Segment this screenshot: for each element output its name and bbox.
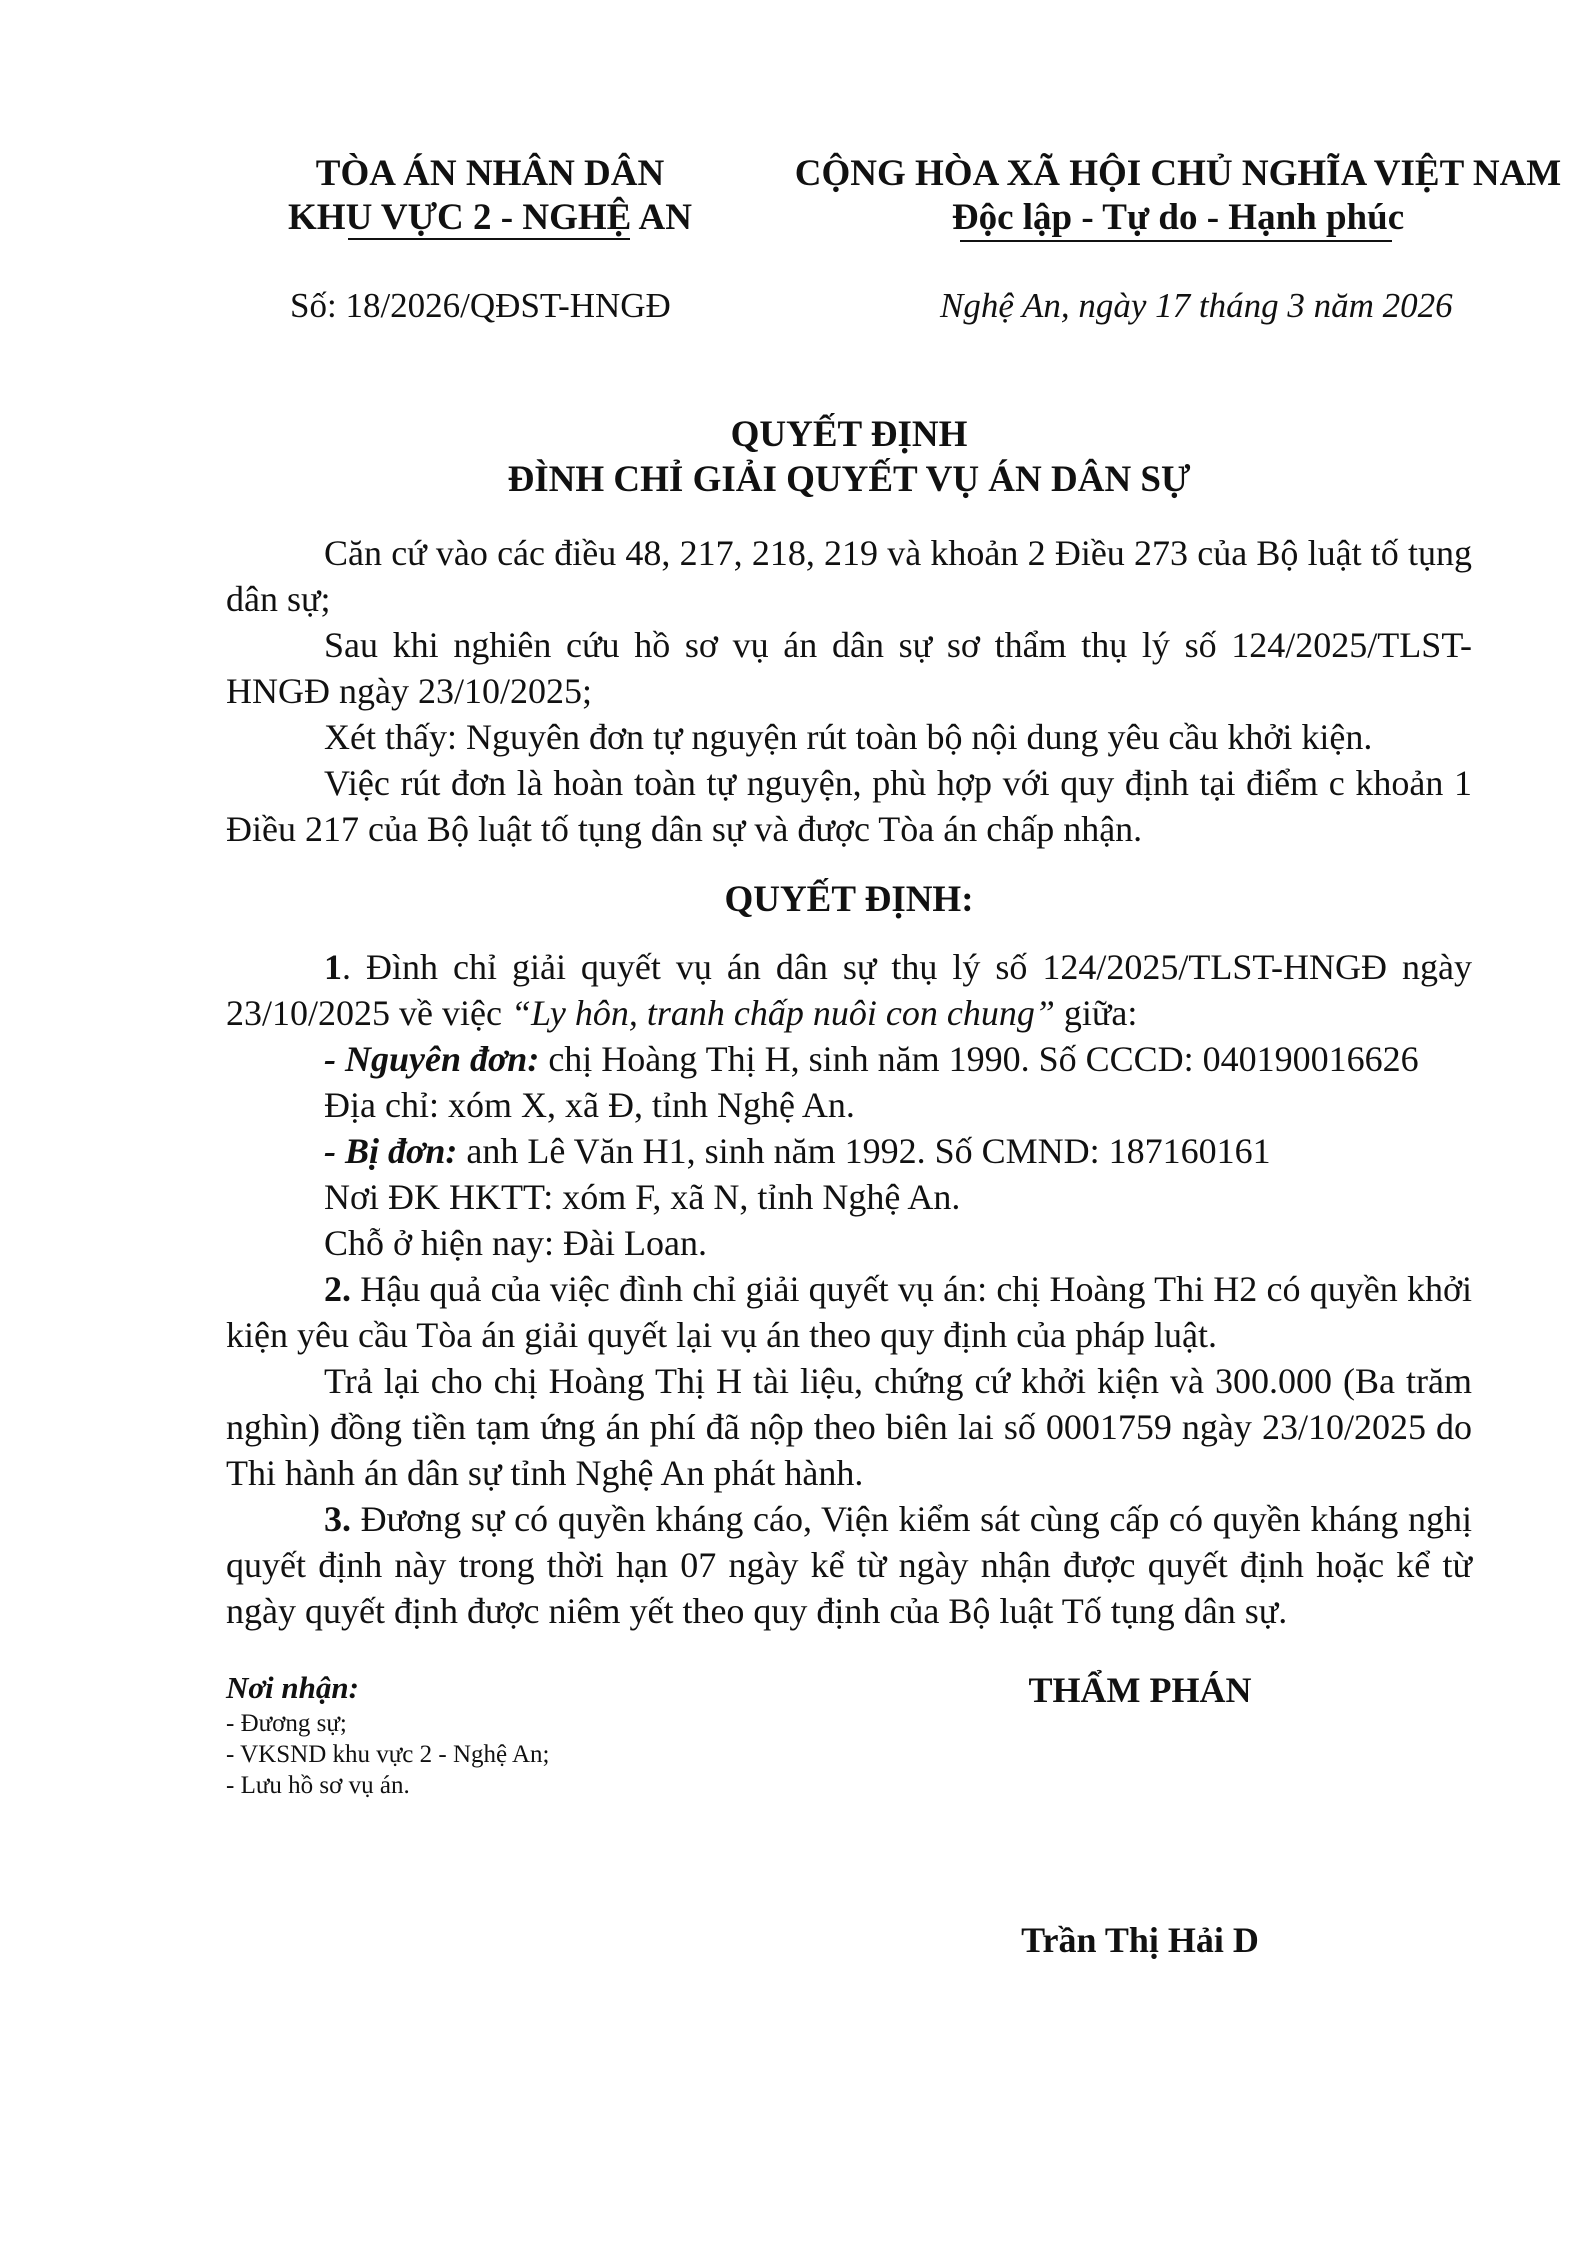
place-date: Nghệ An, ngày 17 tháng 3 năm 2026 [940, 286, 1453, 325]
signature-title: THẨM PHÁN [1028, 1670, 1252, 1710]
title-line2: ĐÌNH CHỈ GIẢI QUYẾT VỤ ÁN DÂN SỰ [507, 459, 1191, 500]
defendant-registered-address: Nơi ĐK HKTT: xóm F, xã N, tỉnh Nghệ An. [324, 1177, 961, 1217]
title-line1: QUYẾT ĐỊNH [730, 414, 968, 455]
item-1-text-b: giữa: [1054, 993, 1138, 1033]
court-name-line2: KHU VỰC 2 - NGHỆ AN [288, 197, 692, 238]
document-number: Số: 18/2026/QĐST-HNGĐ [290, 286, 671, 325]
item-3-text: Đương sự có quyền kháng cáo, Viện kiểm sát cùng cấp có quyền kháng nghị quyết định này trong thời hạn 07 ngày kể từ ngày nhận được quyết định hoặc kể từ ngày quyết định được niêm yết theo quy định của Bộ luật Tố tụng dân sự. [226, 1499, 1472, 1631]
court-name-line1: TÒA ÁN NHÂN DÂN [315, 153, 665, 194]
defendant-label: - Bị đơn: [324, 1131, 458, 1171]
plaintiff [226, 1036, 1472, 1082]
plaintiff-address: Địa chỉ: xóm X, xã Đ, tỉnh Nghệ An. [324, 1085, 855, 1125]
case-subject: “Ly hôn, tranh chấp nuôi con chung” [510, 993, 1055, 1033]
recipient-item: - Lưu hồ sơ vụ án. [226, 1772, 410, 1799]
national-motto [778, 152, 1578, 240]
preamble-paragraph: Căn cứ vào các điều 48, 217, 218, 219 và khoản 2 Điều 273 của Bộ luật tố tụng dân sự; [226, 533, 1472, 619]
preamble-paragraph: Sau khi nghiên cứu hồ sơ vụ án dân sự sơ thẩm thụ lý số 124/2025/TLST-HNGĐ ngày 23/10/2025; [226, 625, 1472, 711]
recipients-block [226, 1668, 746, 1801]
item-1-text-a: . Đình chỉ giải quyết vụ án dân sự thụ lý số 124/2025/TLST-HNGĐ ngày 23/10/2025 về việc [226, 947, 1472, 1033]
item-1 [226, 944, 1472, 1036]
plaintiff-text: chị Hoàng Thị H, sinh năm 1990. Số CCCD: 040190016626 [539, 1039, 1419, 1079]
item-2 [226, 1266, 1472, 1358]
preamble-paragraph: Xét thấy: Nguyên đơn tự nguyện rút toàn bộ nội dung yêu cầu khởi kiện. [324, 717, 1373, 757]
preamble-paragraph: Việc rút đơn là hoàn toàn tự nguyện, phù hợp với quy định tại điểm c khoản 1 Điều 217 của Bộ luật tố tụng dân sự và được Tòa án chấp nhận. [226, 763, 1472, 849]
court-name [240, 152, 740, 240]
defendant-current-address: Chỗ ở hiện nay: Đài Loan. [324, 1223, 707, 1263]
motto-underline [960, 240, 1392, 242]
decision-items [226, 944, 1472, 1634]
court-underline [348, 238, 630, 240]
judge-name: Trần Thị Hải D [1021, 1920, 1259, 1960]
nation-line1: CỘNG HÒA XÃ HỘI CHỦ NGHĨA VIỆT NAM [794, 153, 1562, 194]
item-2-text: Hậu quả của việc đình chỉ giải quyết vụ án: chị Hoàng Thi H2 có quyền khởi kiện yêu cầu Tòa án giải quyết lại vụ án theo quy định của pháp luật. [226, 1269, 1472, 1355]
recipients-label: Nơi nhận: [226, 1670, 359, 1705]
item-2-number: 2. [324, 1269, 351, 1309]
defendant-text: anh Lê Văn H1, sinh năm 1992. Số CMND: 187160161 [457, 1131, 1271, 1171]
recipient-item: - Đương sự; [226, 1710, 347, 1737]
decision-heading: QUYẾT ĐỊNH: [724, 879, 974, 920]
recipient-item: - VKSND khu vực 2 - Nghệ An; [226, 1741, 550, 1768]
document-title [226, 412, 1472, 502]
item-1-number: 1 [324, 947, 342, 987]
plaintiff-label: - Nguyên đơn: [324, 1039, 540, 1079]
nation-line2: Độc lập - Tự do - Hạnh phúc [951, 197, 1405, 238]
item-3 [226, 1496, 1472, 1634]
item-3-number: 3. [324, 1499, 351, 1539]
preamble [226, 530, 1472, 852]
refund-paragraph: Trả lại cho chị Hoàng Thị H tài liệu, chứng cứ khởi kiện và 300.000 (Ba trăm nghìn) đồng tiền tạm ứng án phí đã nộp theo biên lai số 0001759 ngày 23/10/2025 do Thi hành án dân sự tỉnh Nghệ An phát hành. [226, 1361, 1472, 1493]
defendant [226, 1128, 1472, 1174]
